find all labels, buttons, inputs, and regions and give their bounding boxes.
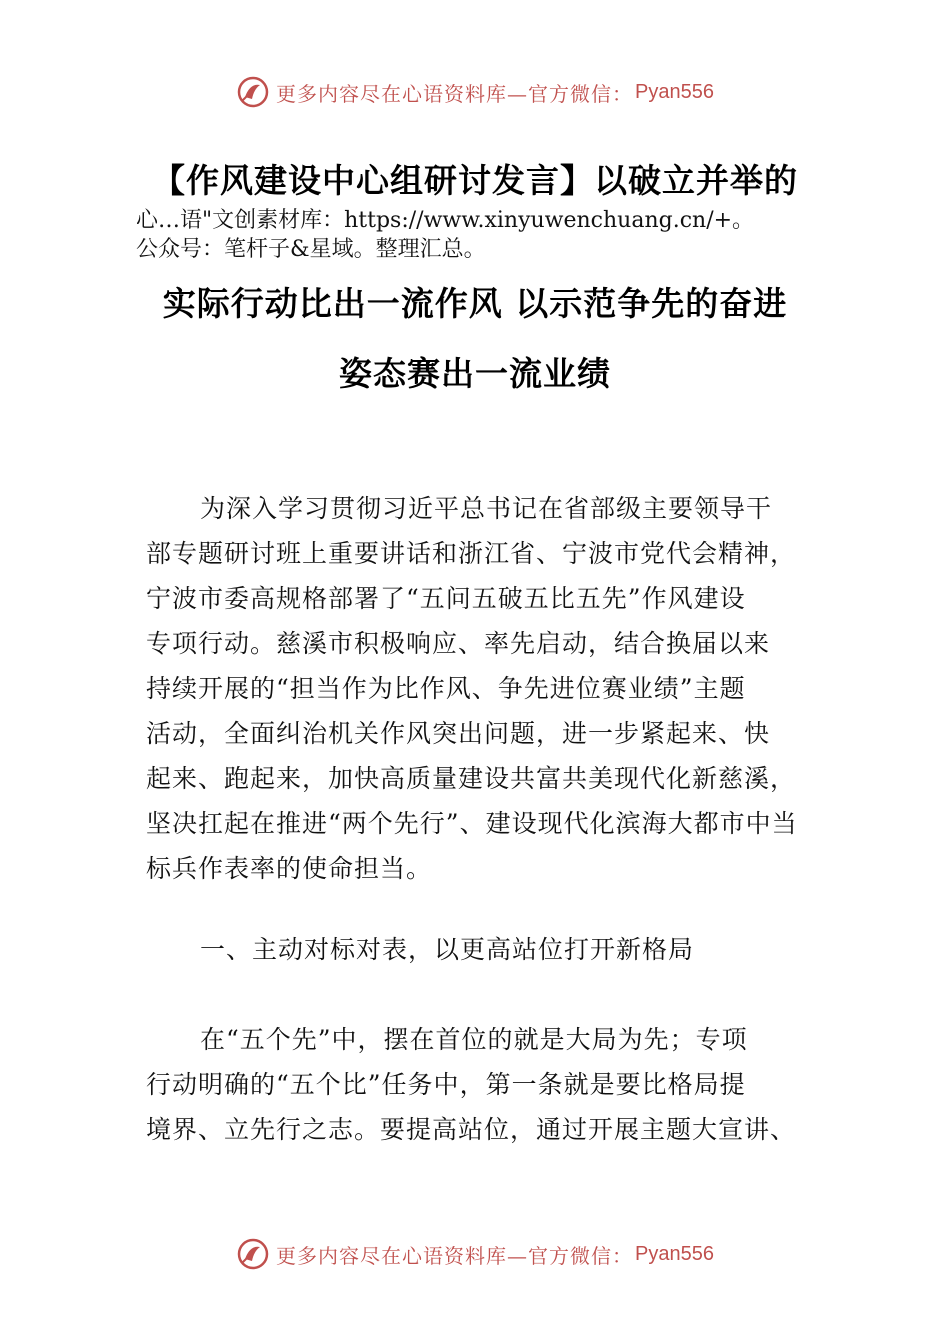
banner-wechat-id: Pyan556 <box>635 1242 714 1265</box>
footer-banner <box>0 1234 950 1274</box>
paragraph-line: 宁波市委高规格部署了“五问五破五比五先”作风建设 <box>146 584 746 613</box>
logo-icon <box>236 1237 270 1271</box>
paragraph-line: 标兵作表率的使命担当。 <box>146 854 433 883</box>
paragraph-line: 行动明确的“五个比”任务中，第一条就是要比格局提 <box>146 1070 746 1099</box>
banner-text: 更多内容尽在心语资料库—官方微信： <box>276 1243 634 1268</box>
section-heading-text: 一、主动对标对表，以更高站位打开新格局 <box>200 935 695 964</box>
logo-icon <box>236 75 270 109</box>
paragraph-line: 坚决扛起在推进“两个先行”、建设现代化滨海大都市中当 <box>146 809 798 838</box>
paragraph-line: 持续开展的“担当作为比作风、争先进位赛业绩”主题 <box>146 674 746 703</box>
title-line-1: 【作风建设中心组研讨发言】以破立并举的 <box>152 161 798 200</box>
paragraph-line: 专项行动。慈溪市积极响应、率先启动，结合换届以来 <box>146 629 771 658</box>
paragraph-1 <box>146 486 816 891</box>
banner-wechat-id: Pyan556 <box>635 80 714 103</box>
header-banner <box>0 72 950 112</box>
source-line-1: 心…语"文创素材库：https://www.xinyuwenchuang.cn/+。 <box>136 208 755 233</box>
paragraph-line: 在“五个先”中，摆在首位的就是大局为先；专项 <box>200 1025 748 1054</box>
paragraph-line: 为深入学习贯彻习近平总书记在省部级主要领导干 <box>200 494 773 523</box>
section-heading <box>146 927 816 972</box>
title-line-2: 实际行动比出一流作风 以示范争先的奋进 <box>162 284 788 323</box>
paragraph-line: 活动，全面纠治机关作风突出问题，进一步紧起来、快 <box>146 719 771 748</box>
paragraph-2 <box>146 1017 816 1152</box>
source-line-2: 公众号：笔杆子&星域。整理汇总。 <box>136 237 486 262</box>
title-line-3: 姿态赛出一流业绩 <box>339 354 611 393</box>
paragraph-line: 起来、跑起来，加快高质量建设共富共美现代化新慈溪， <box>146 764 797 793</box>
paragraph-line: 部专题研讨班上重要讲话和浙江省、宁波市党代会精神， <box>146 539 797 568</box>
paragraph-line: 境界、立先行之志。要提高站位，通过开展主题大宣讲、 <box>146 1115 797 1144</box>
banner-text: 更多内容尽在心语资料库—官方微信： <box>276 81 634 106</box>
